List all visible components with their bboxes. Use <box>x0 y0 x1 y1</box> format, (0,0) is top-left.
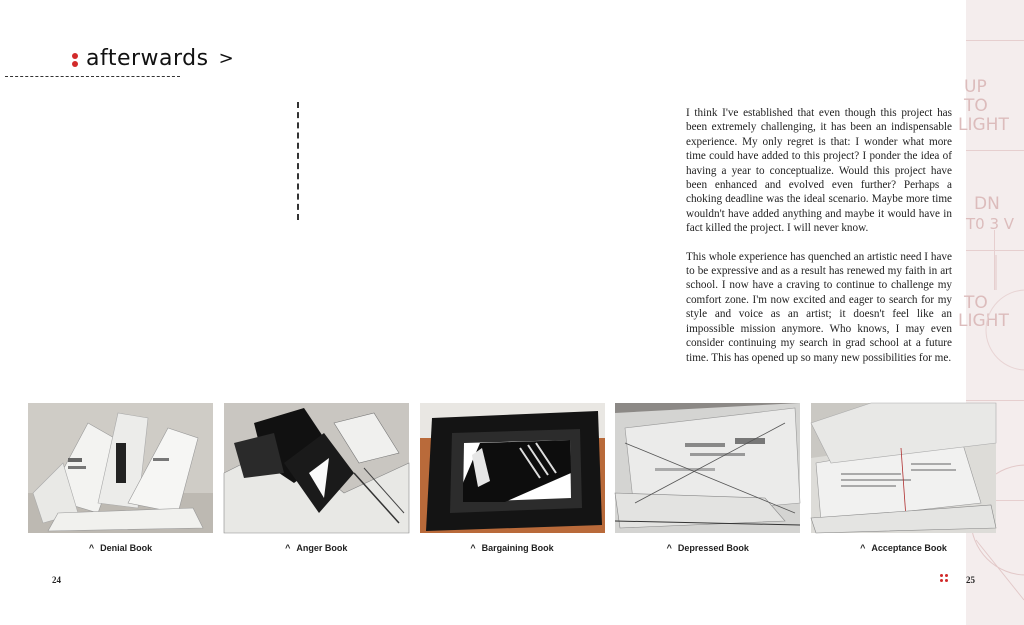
caption-label: Acceptance Book <box>871 543 947 553</box>
body-text <box>686 106 952 379</box>
caret-up-icon: ^ <box>88 543 95 553</box>
gallery-item <box>615 403 800 553</box>
vertical-dashed-rule <box>297 102 299 220</box>
caret-up-icon: ^ <box>860 543 866 553</box>
denial-book-photo <box>28 403 213 533</box>
red-colon-icon <box>70 48 80 70</box>
acceptance-book-photo <box>811 403 996 533</box>
strip-text: DN <box>974 194 1000 214</box>
gallery-item <box>224 403 409 553</box>
strip-text: LIGHT <box>958 311 1009 331</box>
caption <box>285 543 347 553</box>
caret-up-icon: ^ <box>285 543 291 553</box>
caption <box>860 543 947 553</box>
gallery-item <box>420 403 605 553</box>
caret-up-icon: ^ <box>470 543 476 553</box>
caption-label: Bargaining Book <box>481 543 554 553</box>
photo-gallery <box>28 403 996 553</box>
strip-text: T0 3 V <box>966 215 1015 233</box>
chevron-right-icon: > <box>218 48 234 69</box>
caption <box>89 543 152 553</box>
caret-up-icon: ^ <box>666 543 672 553</box>
strip-text: UP <box>964 77 987 97</box>
anger-book-photo <box>224 403 409 533</box>
caption <box>470 543 553 553</box>
page-number-left: 24 <box>52 575 61 585</box>
caption-label: Anger Book <box>296 543 348 553</box>
red-dots-icon <box>940 573 950 583</box>
section-title: afterwards <box>86 46 209 71</box>
caption-label: Denial Book <box>100 543 153 553</box>
depressed-book-photo <box>615 403 800 533</box>
strip-text: LIGHT <box>958 115 1009 135</box>
header-dashed-rule <box>5 76 180 77</box>
section-header <box>70 46 234 71</box>
strip-text: TO <box>964 293 988 313</box>
paragraph-1: I think I've established that even though this project has been extremely challenging, it has been an indispensable experience. My only regret is that: I wonder what more time could have added to this project? I ponder the idea of having a year to conceptualize. Would this project have been enhanced and evolved even further? Perhaps a choking deadline was the ideal scenario. Maybe more time wouldn't have added anything and maybe it would have in fact killed the project. I will never know. <box>686 107 952 235</box>
caption-label: Depressed Book <box>677 543 749 553</box>
strip-text: TO <box>964 96 988 116</box>
bargaining-book-photo <box>420 403 605 533</box>
gallery-item <box>28 403 213 553</box>
paragraph-2: This whole experience has quenched an artistic need I have to be expressive and as a result has renewed my faith in art school. I now have a craving to continue to challenge my comfort zone. I'm now excited and eager to search for my style and voice as an artist; it doesn't feel like an impossible mission anymore. Who knows, I may even consider continuing my search in grad school at a future time. This has opened up so many new possibilities for me. <box>686 250 952 364</box>
caption <box>667 543 749 553</box>
gallery-item <box>811 403 996 553</box>
page-number-right: 25 <box>966 575 975 585</box>
